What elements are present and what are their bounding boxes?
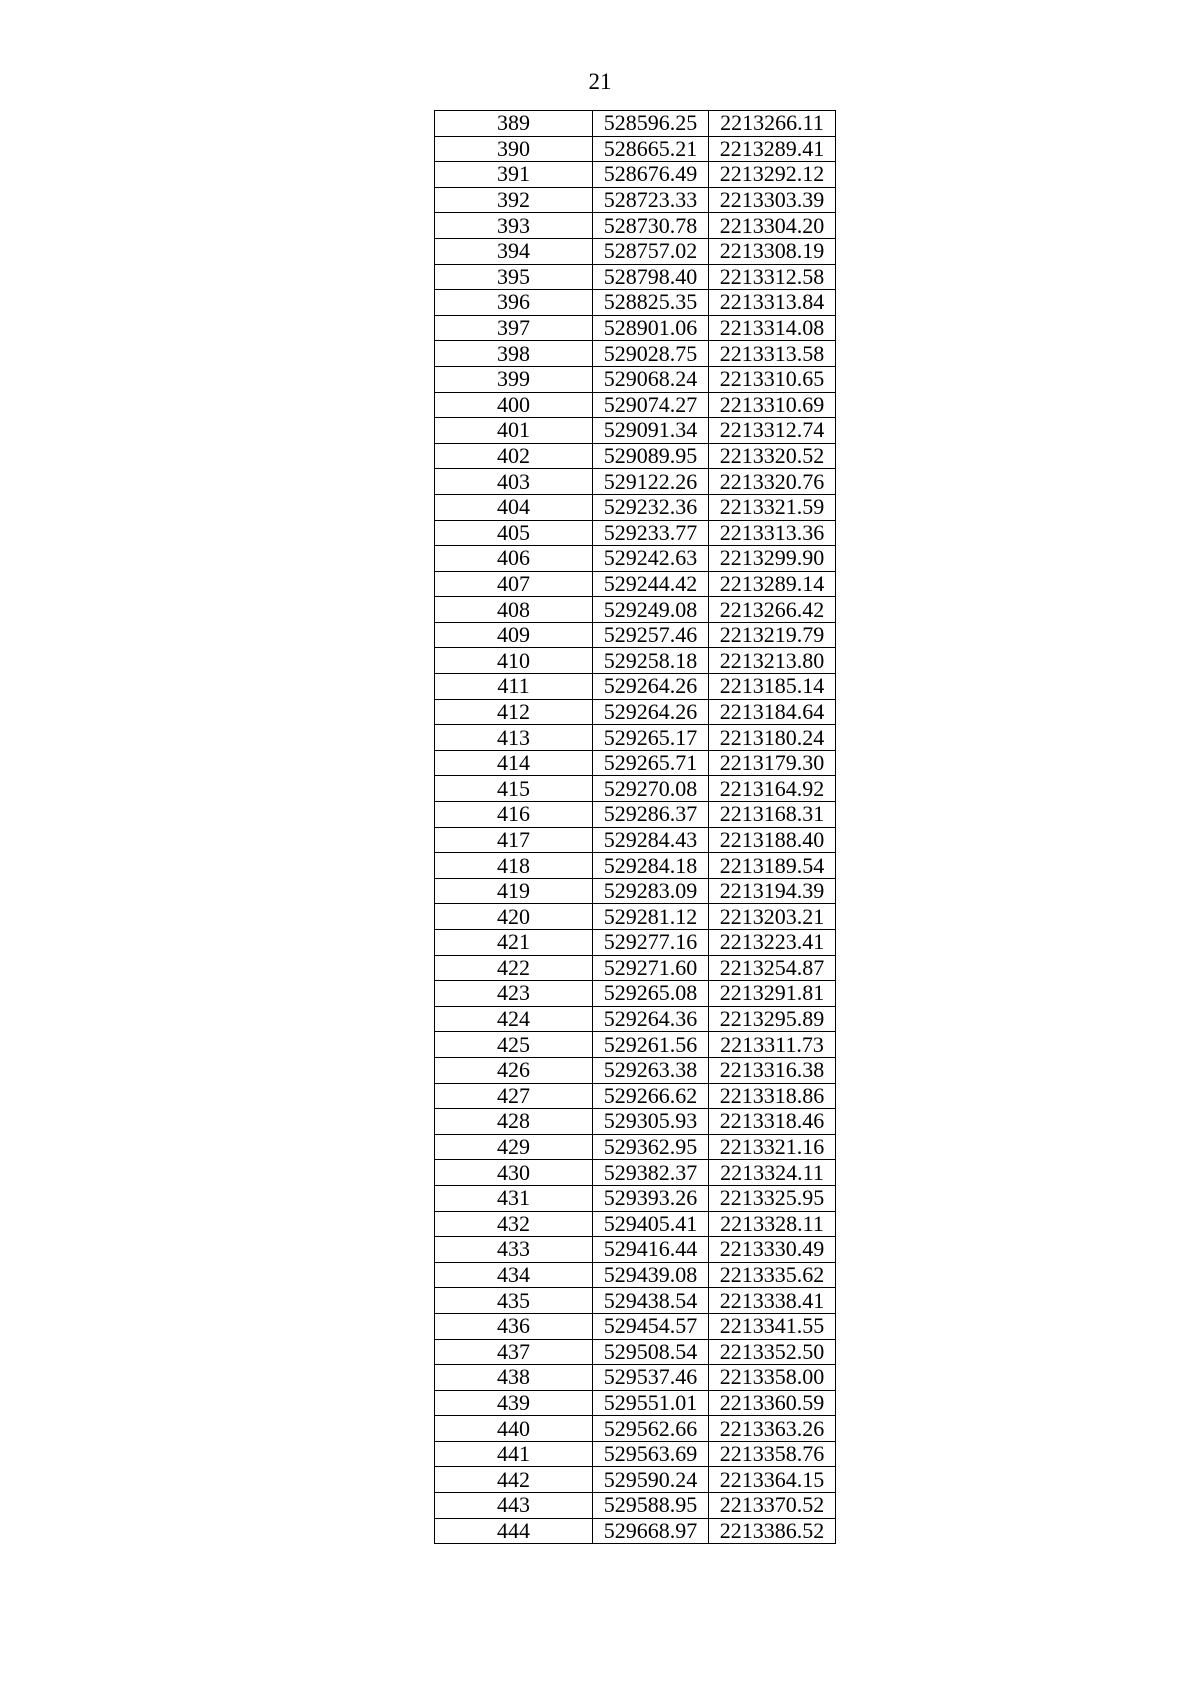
x-coordinate-cell: 529454.57 [593, 1313, 709, 1339]
point-number-cell: 434 [435, 1262, 593, 1288]
point-number-cell: 396 [435, 290, 593, 316]
y-coordinate-cell: 2213370.52 [709, 1493, 836, 1519]
x-coordinate-cell: 528825.35 [593, 290, 709, 316]
table-row [435, 853, 836, 879]
x-coordinate-cell: 529265.17 [593, 725, 709, 751]
x-coordinate-cell: 529508.54 [593, 1339, 709, 1365]
point-number-cell: 442 [435, 1467, 593, 1493]
y-coordinate-cell: 2213289.41 [709, 136, 836, 162]
table-row [435, 955, 836, 981]
table-row [435, 827, 836, 853]
table-row [435, 776, 836, 802]
y-coordinate-cell: 2213299.90 [709, 546, 836, 572]
table-row [435, 699, 836, 725]
point-number-cell: 404 [435, 494, 593, 520]
table-row [435, 187, 836, 213]
y-coordinate-cell: 2213364.15 [709, 1467, 836, 1493]
point-number-cell: 422 [435, 955, 593, 981]
point-number-cell: 399 [435, 366, 593, 392]
table-row [435, 1365, 836, 1391]
point-number-cell: 397 [435, 315, 593, 341]
point-number-cell: 437 [435, 1339, 593, 1365]
point-number-cell: 393 [435, 213, 593, 239]
x-coordinate-cell: 529091.34 [593, 418, 709, 444]
y-coordinate-cell: 2213213.80 [709, 648, 836, 674]
y-coordinate-cell: 2213313.36 [709, 520, 836, 546]
x-coordinate-cell: 529668.97 [593, 1518, 709, 1544]
table-row [435, 725, 836, 751]
table-row [435, 315, 836, 341]
y-coordinate-cell: 2213328.11 [709, 1211, 836, 1237]
y-coordinate-cell: 2213330.49 [709, 1237, 836, 1263]
point-number-cell: 436 [435, 1313, 593, 1339]
x-coordinate-cell: 528798.40 [593, 264, 709, 290]
table-row [435, 802, 836, 828]
y-coordinate-cell: 2213325.95 [709, 1185, 836, 1211]
x-coordinate-cell: 529382.37 [593, 1160, 709, 1186]
x-coordinate-cell: 529266.62 [593, 1083, 709, 1109]
y-coordinate-cell: 2213314.08 [709, 315, 836, 341]
x-coordinate-cell: 529416.44 [593, 1237, 709, 1263]
point-number-cell: 432 [435, 1211, 593, 1237]
table-row [435, 264, 836, 290]
point-number-cell: 406 [435, 546, 593, 572]
x-coordinate-cell: 529281.12 [593, 904, 709, 930]
table-row [435, 213, 836, 239]
y-coordinate-cell: 2213341.55 [709, 1313, 836, 1339]
table-row [435, 1160, 836, 1186]
table-row [435, 674, 836, 700]
table-row [435, 622, 836, 648]
y-coordinate-cell: 2213289.14 [709, 571, 836, 597]
x-coordinate-cell: 529232.36 [593, 494, 709, 520]
table-row [435, 1416, 836, 1442]
table-row [435, 290, 836, 316]
point-number-cell: 412 [435, 699, 593, 725]
x-coordinate-cell: 529242.63 [593, 546, 709, 572]
table-row [435, 1057, 836, 1083]
y-coordinate-cell: 2213194.39 [709, 878, 836, 904]
table-row [435, 418, 836, 444]
y-coordinate-cell: 2213338.41 [709, 1288, 836, 1314]
y-coordinate-cell: 2213320.76 [709, 469, 836, 495]
x-coordinate-cell: 529284.18 [593, 853, 709, 879]
y-coordinate-cell: 2213311.73 [709, 1032, 836, 1058]
y-coordinate-cell: 2213313.84 [709, 290, 836, 316]
x-coordinate-cell: 529244.42 [593, 571, 709, 597]
table-row [435, 1237, 836, 1263]
point-number-cell: 407 [435, 571, 593, 597]
point-number-cell: 443 [435, 1493, 593, 1519]
point-number-cell: 410 [435, 648, 593, 674]
y-coordinate-cell: 2213312.58 [709, 264, 836, 290]
y-coordinate-cell: 2213358.76 [709, 1441, 836, 1467]
point-number-cell: 408 [435, 597, 593, 623]
point-number-cell: 392 [435, 187, 593, 213]
table-row [435, 111, 836, 137]
table-row [435, 520, 836, 546]
y-coordinate-cell: 2213185.14 [709, 674, 836, 700]
x-coordinate-cell: 529439.08 [593, 1262, 709, 1288]
point-number-cell: 417 [435, 827, 593, 853]
table-row [435, 1390, 836, 1416]
x-coordinate-cell: 529089.95 [593, 443, 709, 469]
y-coordinate-cell: 2213358.00 [709, 1365, 836, 1391]
y-coordinate-cell: 2213360.59 [709, 1390, 836, 1416]
point-number-cell: 416 [435, 802, 593, 828]
point-number-cell: 429 [435, 1134, 593, 1160]
table-row [435, 341, 836, 367]
point-number-cell: 413 [435, 725, 593, 751]
table-row [435, 981, 836, 1007]
point-number-cell: 394 [435, 238, 593, 264]
y-coordinate-cell: 2213168.31 [709, 802, 836, 828]
coordinates-table [434, 110, 836, 1544]
y-coordinate-cell: 2213180.24 [709, 725, 836, 751]
x-coordinate-cell: 529264.36 [593, 1006, 709, 1032]
x-coordinate-cell: 528665.21 [593, 136, 709, 162]
y-coordinate-cell: 2213292.12 [709, 162, 836, 188]
point-number-cell: 431 [435, 1185, 593, 1211]
y-coordinate-cell: 2213318.46 [709, 1109, 836, 1135]
table-row [435, 1493, 836, 1519]
table-row [435, 1032, 836, 1058]
y-coordinate-cell: 2213295.89 [709, 1006, 836, 1032]
y-coordinate-cell: 2213386.52 [709, 1518, 836, 1544]
point-number-cell: 400 [435, 392, 593, 418]
x-coordinate-cell: 529305.93 [593, 1109, 709, 1135]
x-coordinate-cell: 529265.08 [593, 981, 709, 1007]
y-coordinate-cell: 2213219.79 [709, 622, 836, 648]
x-coordinate-cell: 529283.09 [593, 878, 709, 904]
x-coordinate-cell: 529258.18 [593, 648, 709, 674]
y-coordinate-cell: 2213179.30 [709, 750, 836, 776]
point-number-cell: 420 [435, 904, 593, 930]
x-coordinate-cell: 529265.71 [593, 750, 709, 776]
y-coordinate-cell: 2213303.39 [709, 187, 836, 213]
table-row [435, 571, 836, 597]
table-row [435, 904, 836, 930]
x-coordinate-cell: 529393.26 [593, 1185, 709, 1211]
point-number-cell: 401 [435, 418, 593, 444]
point-number-cell: 411 [435, 674, 593, 700]
x-coordinate-cell: 529249.08 [593, 597, 709, 623]
y-coordinate-cell: 2213320.52 [709, 443, 836, 469]
x-coordinate-cell: 529074.27 [593, 392, 709, 418]
point-number-cell: 428 [435, 1109, 593, 1135]
y-coordinate-cell: 2213363.26 [709, 1416, 836, 1442]
x-coordinate-cell: 529233.77 [593, 520, 709, 546]
point-number-cell: 439 [435, 1390, 593, 1416]
y-coordinate-cell: 2213266.42 [709, 597, 836, 623]
y-coordinate-cell: 2213310.65 [709, 366, 836, 392]
x-coordinate-cell: 528730.78 [593, 213, 709, 239]
x-coordinate-cell: 529277.16 [593, 930, 709, 956]
table-row [435, 1288, 836, 1314]
point-number-cell: 402 [435, 443, 593, 469]
y-coordinate-cell: 2213291.81 [709, 981, 836, 1007]
y-coordinate-cell: 2213318.86 [709, 1083, 836, 1109]
x-coordinate-cell: 529068.24 [593, 366, 709, 392]
table-row [435, 136, 836, 162]
y-coordinate-cell: 2213189.54 [709, 853, 836, 879]
point-number-cell: 390 [435, 136, 593, 162]
point-number-cell: 409 [435, 622, 593, 648]
coordinates-table-body [435, 111, 836, 1544]
x-coordinate-cell: 529270.08 [593, 776, 709, 802]
x-coordinate-cell: 529438.54 [593, 1288, 709, 1314]
x-coordinate-cell: 529562.66 [593, 1416, 709, 1442]
table-row [435, 1441, 836, 1467]
table-row [435, 750, 836, 776]
table-row [435, 1211, 836, 1237]
y-coordinate-cell: 2213304.20 [709, 213, 836, 239]
table-row [435, 1134, 836, 1160]
table-row [435, 1339, 836, 1365]
table-row [435, 1262, 836, 1288]
table-row [435, 597, 836, 623]
point-number-cell: 391 [435, 162, 593, 188]
x-coordinate-cell: 529405.41 [593, 1211, 709, 1237]
y-coordinate-cell: 2213316.38 [709, 1057, 836, 1083]
x-coordinate-cell: 528901.06 [593, 315, 709, 341]
x-coordinate-cell: 529264.26 [593, 674, 709, 700]
y-coordinate-cell: 2213184.64 [709, 699, 836, 725]
point-number-cell: 424 [435, 1006, 593, 1032]
point-number-cell: 423 [435, 981, 593, 1007]
point-number-cell: 441 [435, 1441, 593, 1467]
x-coordinate-cell: 529563.69 [593, 1441, 709, 1467]
page-number: 21 [588, 69, 612, 94]
y-coordinate-cell: 2213321.59 [709, 494, 836, 520]
y-coordinate-cell: 2213164.92 [709, 776, 836, 802]
point-number-cell: 421 [435, 930, 593, 956]
x-coordinate-cell: 528676.49 [593, 162, 709, 188]
y-coordinate-cell: 2213313.58 [709, 341, 836, 367]
y-coordinate-cell: 2213266.11 [709, 111, 836, 137]
point-number-cell: 415 [435, 776, 593, 802]
y-coordinate-cell: 2213324.11 [709, 1160, 836, 1186]
y-coordinate-cell: 2213335.62 [709, 1262, 836, 1288]
x-coordinate-cell: 529264.26 [593, 699, 709, 725]
y-coordinate-cell: 2213203.21 [709, 904, 836, 930]
point-number-cell: 405 [435, 520, 593, 546]
point-number-cell: 395 [435, 264, 593, 290]
x-coordinate-cell: 528596.25 [593, 111, 709, 137]
table-row [435, 1313, 836, 1339]
x-coordinate-cell: 529590.24 [593, 1467, 709, 1493]
point-number-cell: 444 [435, 1518, 593, 1544]
x-coordinate-cell: 528757.02 [593, 238, 709, 264]
y-coordinate-cell: 2213321.16 [709, 1134, 836, 1160]
point-number-cell: 430 [435, 1160, 593, 1186]
x-coordinate-cell: 529551.01 [593, 1390, 709, 1416]
table-row [435, 238, 836, 264]
x-coordinate-cell: 529362.95 [593, 1134, 709, 1160]
x-coordinate-cell: 529588.95 [593, 1493, 709, 1519]
x-coordinate-cell: 529261.56 [593, 1032, 709, 1058]
point-number-cell: 427 [435, 1083, 593, 1109]
table-row [435, 930, 836, 956]
x-coordinate-cell: 529286.37 [593, 802, 709, 828]
table-row [435, 469, 836, 495]
table-row [435, 546, 836, 572]
y-coordinate-cell: 2213308.19 [709, 238, 836, 264]
point-number-cell: 398 [435, 341, 593, 367]
point-number-cell: 440 [435, 1416, 593, 1442]
table-row [435, 1083, 836, 1109]
x-coordinate-cell: 529028.75 [593, 341, 709, 367]
y-coordinate-cell: 2213352.50 [709, 1339, 836, 1365]
x-coordinate-cell: 529263.38 [593, 1057, 709, 1083]
table-row [435, 162, 836, 188]
table-row [435, 366, 836, 392]
x-coordinate-cell: 529122.26 [593, 469, 709, 495]
table-row [435, 392, 836, 418]
table-row [435, 1518, 836, 1544]
point-number-cell: 414 [435, 750, 593, 776]
x-coordinate-cell: 529284.43 [593, 827, 709, 853]
table-row [435, 1185, 836, 1211]
table-row [435, 648, 836, 674]
table-row [435, 878, 836, 904]
y-coordinate-cell: 2213310.69 [709, 392, 836, 418]
x-coordinate-cell: 529271.60 [593, 955, 709, 981]
point-number-cell: 403 [435, 469, 593, 495]
table-row [435, 1006, 836, 1032]
table-row [435, 494, 836, 520]
y-coordinate-cell: 2213254.87 [709, 955, 836, 981]
point-number-cell: 389 [435, 111, 593, 137]
x-coordinate-cell: 529537.46 [593, 1365, 709, 1391]
point-number-cell: 426 [435, 1057, 593, 1083]
y-coordinate-cell: 2213223.41 [709, 930, 836, 956]
table-row [435, 443, 836, 469]
point-number-cell: 425 [435, 1032, 593, 1058]
table-row [435, 1467, 836, 1493]
point-number-cell: 419 [435, 878, 593, 904]
table-row [435, 1109, 836, 1135]
point-number-cell: 433 [435, 1237, 593, 1263]
x-coordinate-cell: 529257.46 [593, 622, 709, 648]
y-coordinate-cell: 2213312.74 [709, 418, 836, 444]
point-number-cell: 438 [435, 1365, 593, 1391]
point-number-cell: 435 [435, 1288, 593, 1314]
y-coordinate-cell: 2213188.40 [709, 827, 836, 853]
x-coordinate-cell: 528723.33 [593, 187, 709, 213]
point-number-cell: 418 [435, 853, 593, 879]
